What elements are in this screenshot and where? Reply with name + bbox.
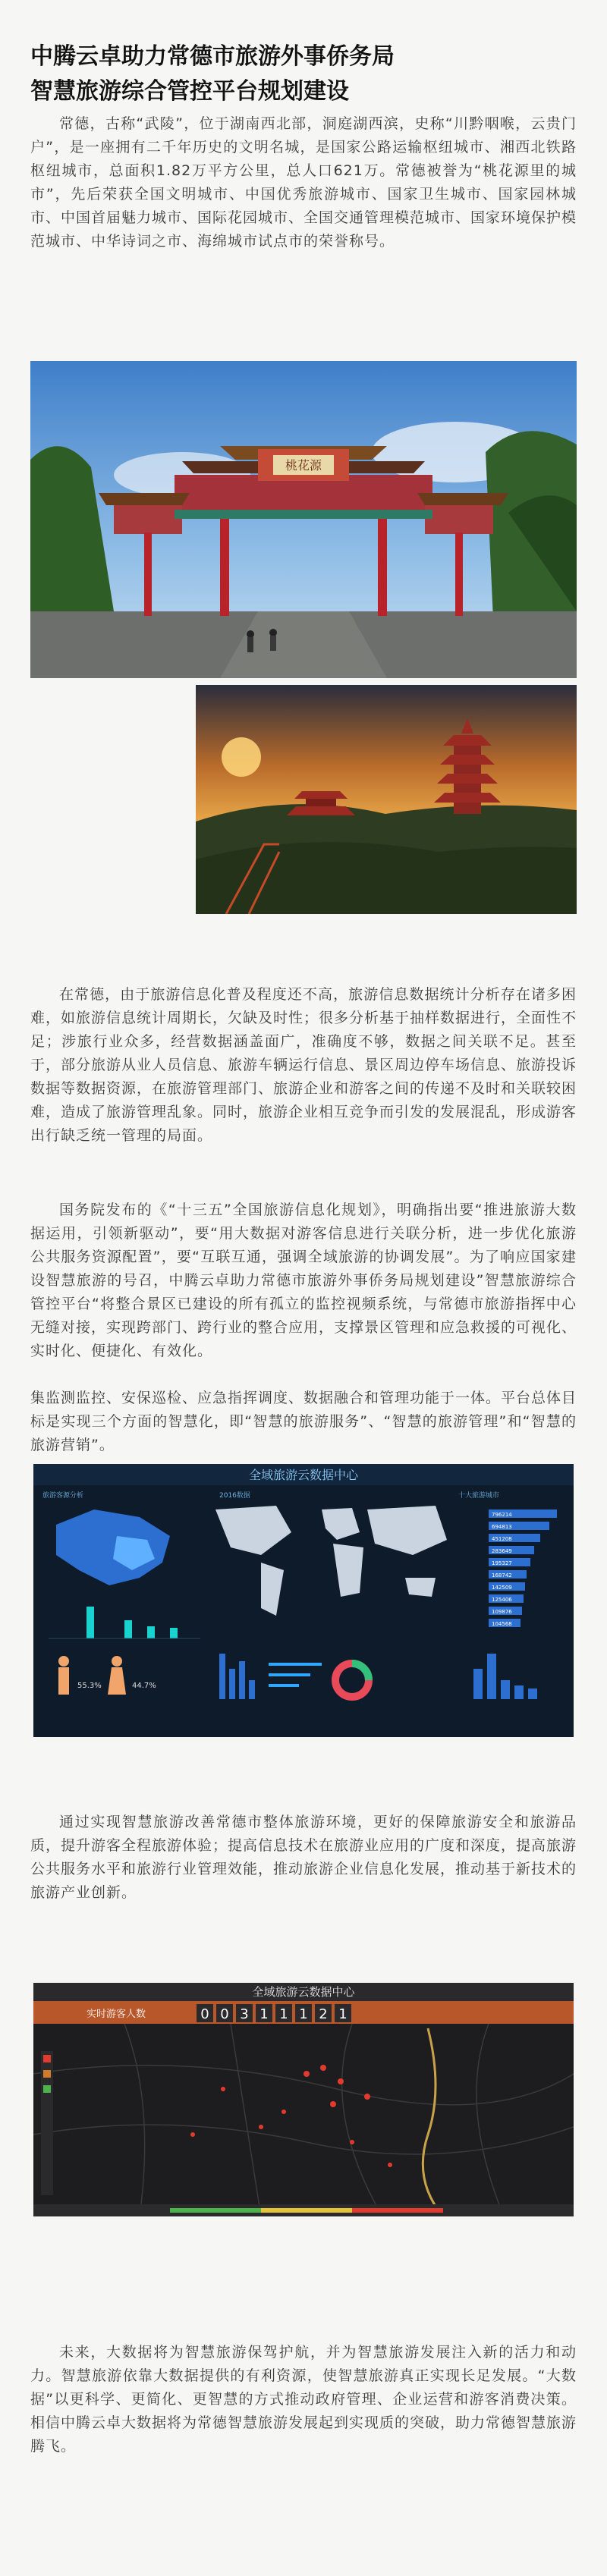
platform-goal-paragraph: 集监测监控、安保巡检、应急指挥调度、数据融合和管理功能于一体。平台总体目标是实现三个方面的智慧化，即“智慧的旅游服务”、“智慧的旅游管理”和“智慧的旅游营销”。 [30, 1390, 577, 1453]
benefits-paragraph: 通过实现智慧旅游改善常德市整体旅游环境，更好的保障旅游安全和旅游品质，提升游客全程旅游体验；提高信息技术在旅游业应用的广度和深度，提高旅游公共服务水平和旅游行业管理效能，推动旅游企业信息化发展，推动基于新技术的旅游产业创新。 [30, 1814, 577, 1901]
problem-paragraph: 在常德，由于旅游信息化普及程度还不高，旅游信息数据统计分析存在诸多困难，如旅游信息统计周期长，欠缺及时性；很多分析基于抽样数据进行，全面性不足；涉旅行业众多，经营数据涵盖面广，准确度不够，数据之间关联不足。甚至于，部分旅游从业人员信息、旅游车辆运行信息、景区周边停车场信息、旅游投诉数据等数据资源，在旅游管理部门、旅游企业和游客之间的传递不及时和关联较困难，造成了旅游管理乱象。同时，旅游企业相互竞争而引发的发展混乱，形成游客出行缺乏统一管理的局面。 [30, 986, 577, 1144]
tourism-data-dashboard [33, 1464, 574, 1737]
visitor-counter-label: 实时游客人数 [86, 2009, 146, 2020]
city-value: 195327 [492, 1560, 512, 1566]
title-line-1: 中腾云卓助力常德市旅游外事侨务局 [30, 43, 395, 70]
policy-paragraph: 国务院发布的《“十三五”全国旅游信息化规划》，明确指出要“推进旅游大数据运用，引领新驱动”，要“用大数据对游客信息进行关联分析，进一步优化旅游公共服务资源配置”，要“互联互通，强调全域旅游的协调发展”。为了响应国家建设智慧旅游的号召，中腾云卓助力常德市旅游外事侨务局规划建设”智慧旅游综合管控平台“将整合景区已建设的所有孤立的监控视频系统，与常德市旅游指挥中心无缝对接，实现跨部门、跨行业的整合应用，支撑景区管理和应急救援的可视化、实时化、便捷化、有效化。 [30, 1202, 577, 1359]
counter-digit: 3 [240, 2006, 249, 2022]
outlook-paragraph: 未来，大数据将为智慧旅游保驾护航，并为智慧旅游发展注入新的活力和动力。智慧旅游依靠大数据提供的有利资源，使智慧旅游真正实现长足发展。“大数据”以更科学、更简化、更智慧的方式推动政府管理、企业运营和游客消费决策。相信中腾云卓大数据将为常德智慧旅游发展起到实现质的突破，助力常德智慧旅游腾飞。 [30, 2344, 577, 2455]
city-value: 109876 [492, 1609, 512, 1615]
article-title [30, 39, 577, 109]
realtime-visitor-map [33, 1983, 574, 2216]
city-value: 451208 [492, 1536, 512, 1542]
city-value: 168742 [492, 1572, 512, 1579]
title-line-2: 智慧旅游综合管控平台规划建设 [30, 78, 349, 105]
male-icon [58, 1667, 69, 1695]
city-value: 694813 [492, 1524, 512, 1530]
counter-digit: 1 [299, 2006, 308, 2022]
male-percent: 55.3% [77, 1682, 102, 1690]
city-value: 142509 [492, 1585, 512, 1591]
intro-paragraph: 常德，古称“武陵”，位于湖南西北部，洞庭湖西滨，史称“川黔咽喉，云贵门户”，是一座拥有二千年历史的文明名城，是国家公路运输枢纽城市、湘西北铁路枢纽城市，总面积1.82万平方公里，总人口621万。常德被誉为“桃花源里的城市”，先后荣获全国文明城市、中国优秀旅游城市、国家卫生城市、国家园林城市、中国首届魅力城市、国际花园城市、全国交通管理模范城市、国家环境保护模范城市、中华诗词之市、海绵城市试点市的荣誉称号。 [30, 115, 577, 250]
counter-digit: 0 [220, 2006, 229, 2022]
counter-digit: 2 [319, 2006, 328, 2022]
counter-digit: 1 [259, 2006, 269, 2022]
female-percent: 44.7% [132, 1682, 156, 1690]
gate-sign: 桃花源 [285, 458, 322, 473]
panel-left-title: 旅游客源分析 [42, 1492, 84, 1500]
dashboard-header: 全域旅游云数据中心 [248, 1468, 359, 1482]
panel-mid-title: 2016数据 [219, 1492, 250, 1500]
counter-digit: 1 [279, 2006, 288, 2022]
city-value: 283649 [492, 1548, 512, 1554]
counter-digit: 0 [200, 2006, 209, 2022]
dashboard2-header: 全域旅游云数据中心 [252, 1985, 355, 1999]
panel-right-title: 十大旅游城市 [458, 1492, 500, 1500]
city-value: 796214 [492, 1512, 512, 1518]
city-value: 104568 [492, 1621, 512, 1627]
pagoda-photo [196, 685, 577, 914]
counter-digit: 1 [338, 2006, 348, 2022]
city-value: 125406 [492, 1597, 512, 1603]
archway-photo [30, 361, 577, 678]
